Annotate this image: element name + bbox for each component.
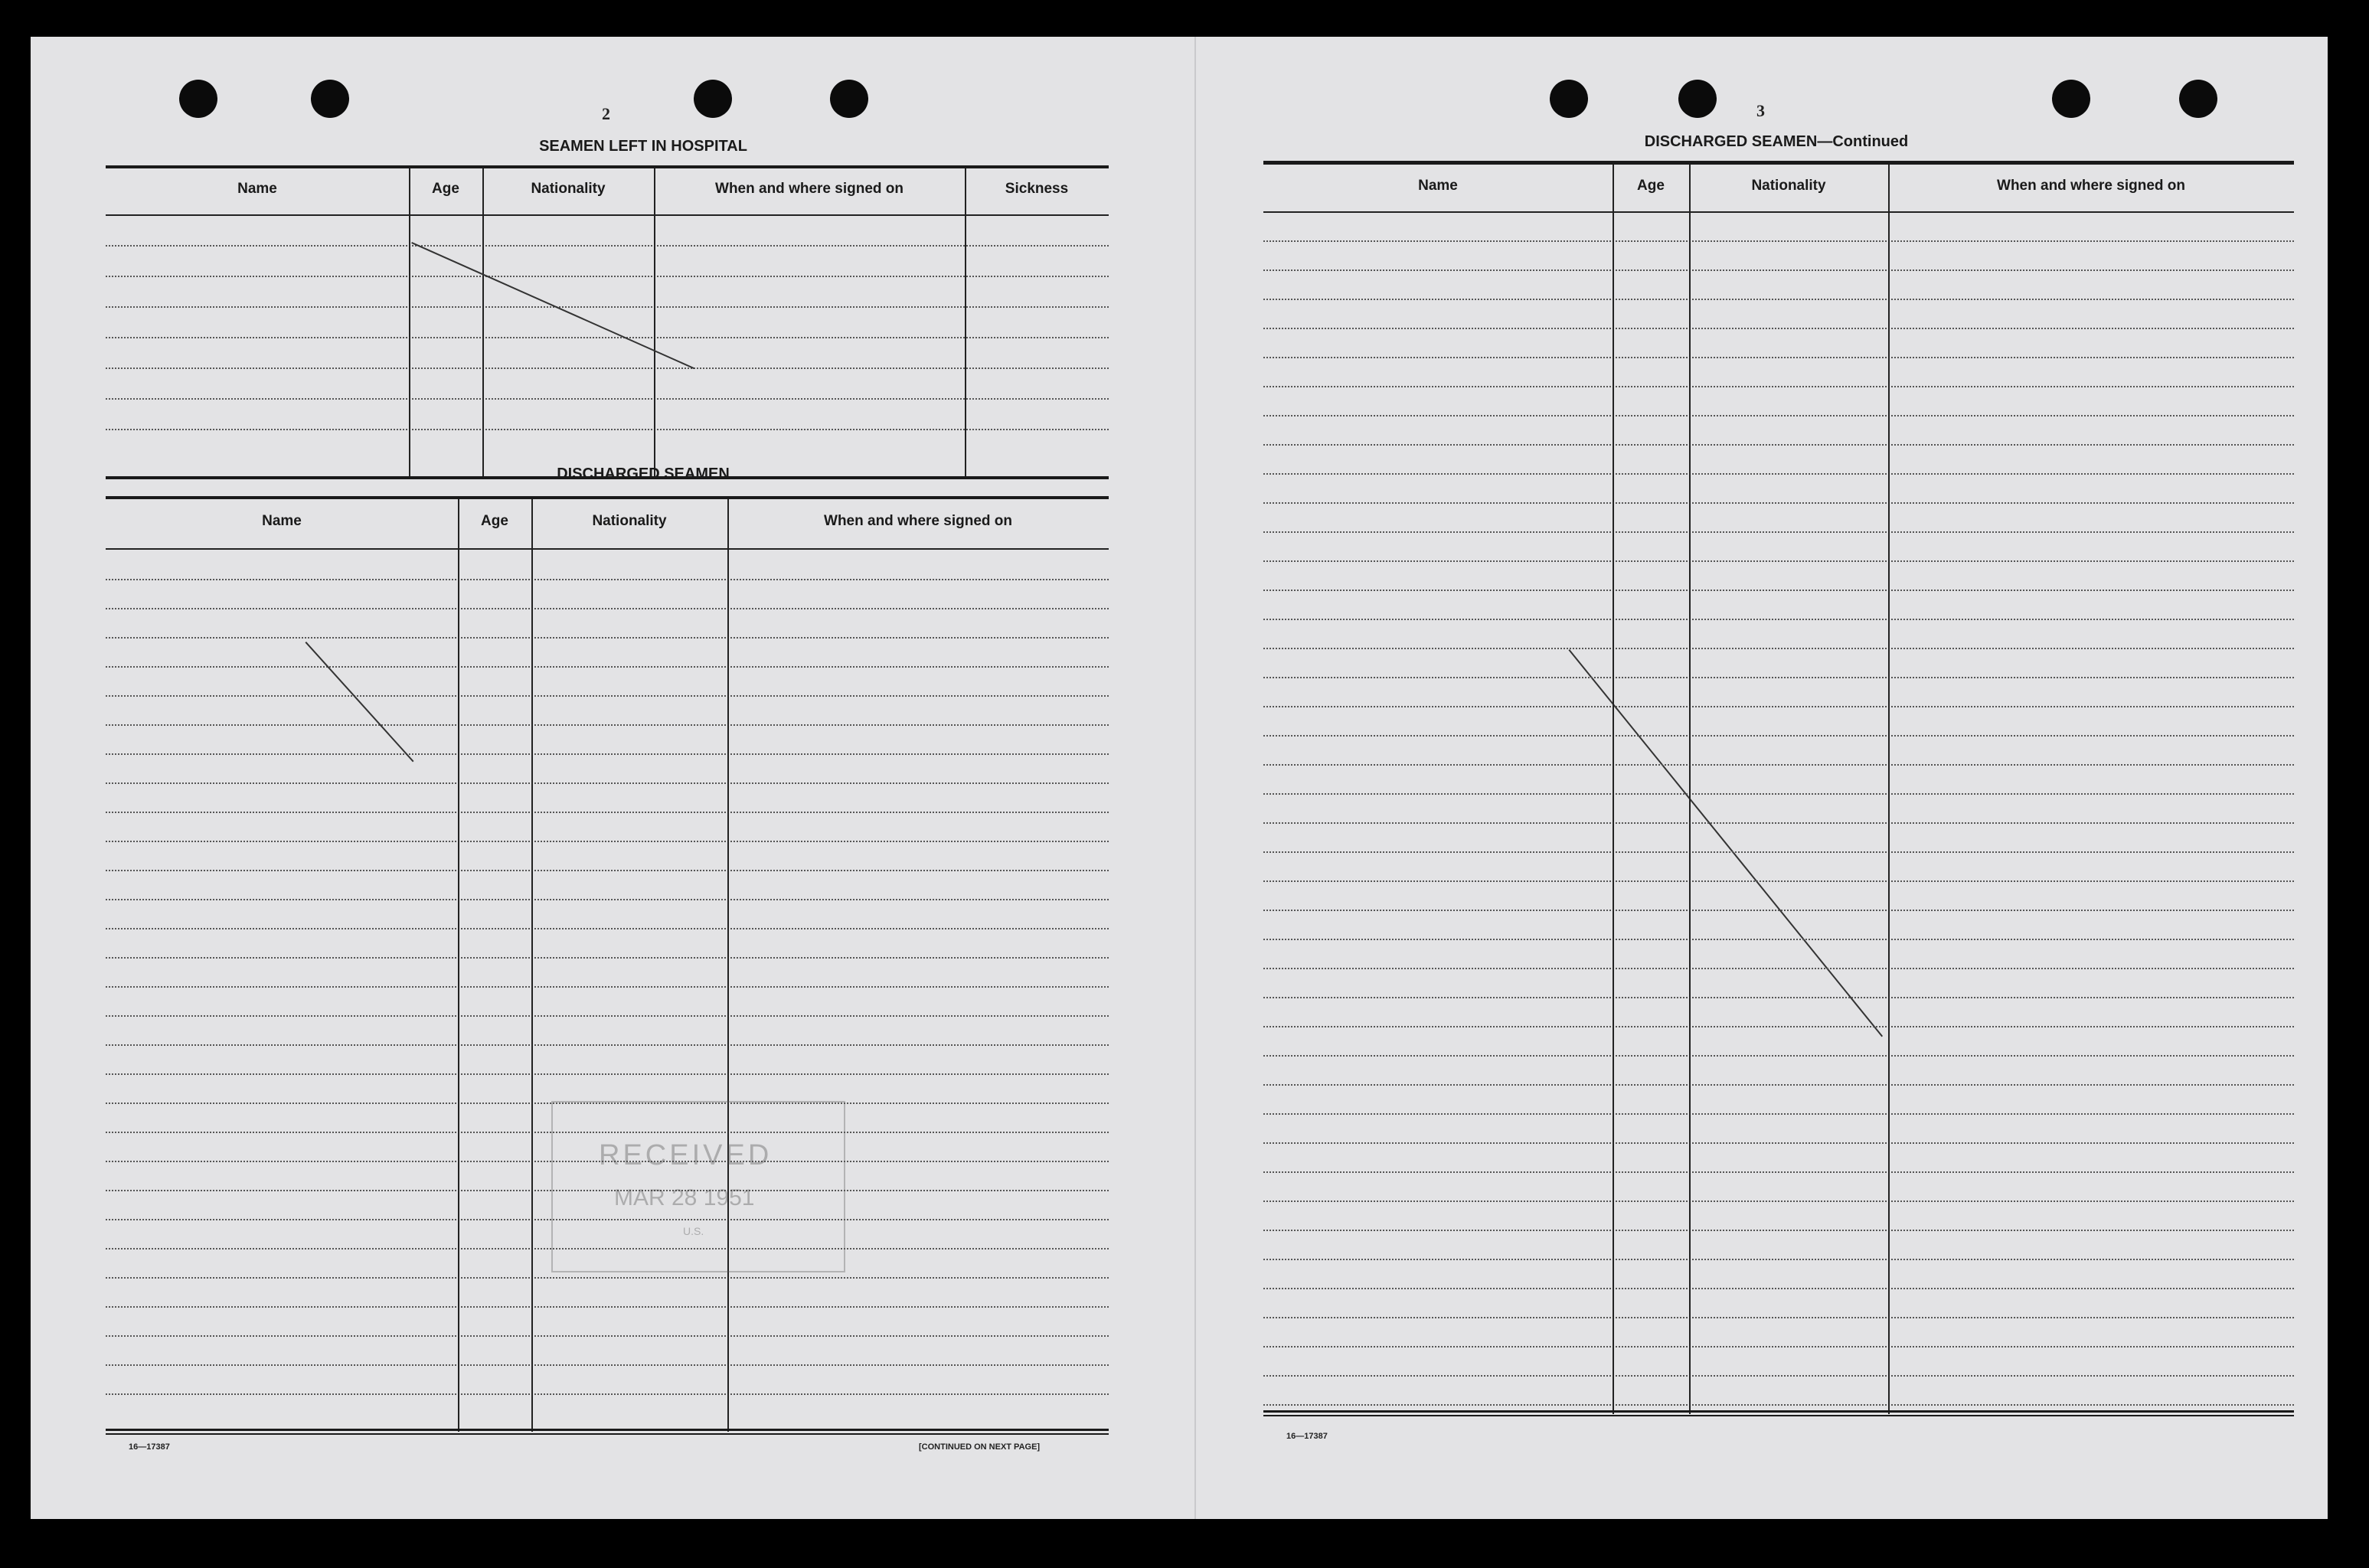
form-ruling-line — [1263, 240, 2294, 242]
form-ruling-line — [1263, 1375, 2294, 1377]
punch-hole — [1678, 80, 1717, 118]
form-ruling-line — [106, 608, 1109, 609]
discharged-col-name: Name — [262, 513, 302, 529]
stamp-date: MAR 28 1951 — [614, 1185, 755, 1210]
discharged-table-left — [106, 496, 1109, 1434]
form-ruling-line — [106, 637, 1109, 639]
form-ruling-line — [106, 1306, 1109, 1308]
form-ruling-line — [106, 957, 1109, 959]
form-ruling-line — [106, 1015, 1109, 1017]
form-ruling-line — [1263, 1317, 2294, 1318]
page-number-right: 3 — [1756, 101, 1765, 120]
continued-col-signed-on: When and where signed on — [1997, 178, 2185, 194]
form-ruling-line — [1263, 910, 2294, 911]
discharged-col-signed-on: When and where signed on — [824, 513, 1012, 529]
form-ruling-line — [1263, 880, 2294, 882]
punch-hole — [830, 80, 868, 118]
continued-col-age: Age — [1637, 178, 1665, 194]
form-ruling-line — [1263, 299, 2294, 300]
form-ruling-line — [1263, 270, 2294, 271]
form-ruling-line — [1263, 531, 2294, 533]
form-ruling-line — [1263, 1346, 2294, 1348]
discharged-section-title: DISCHARGED SEAMEN — [557, 466, 730, 482]
form-ruling-line — [1263, 1288, 2294, 1289]
discharged-continued-title-main: DISCHARGED SEAMEN — [1644, 133, 1818, 150]
form-ruling-line — [1263, 1113, 2294, 1115]
form-ruling-line — [1263, 357, 2294, 358]
continued-note: [CONTINUED ON NEXT PAGE] — [919, 1442, 1041, 1452]
stamp-agency: U.S. — [683, 1225, 704, 1237]
form-ruling-line — [1263, 968, 2294, 969]
hospital-col-name: Name — [237, 181, 277, 197]
form-ruling-line — [1263, 1171, 2294, 1173]
page-number-left: 2 — [602, 104, 610, 123]
punch-hole — [1550, 80, 1588, 118]
continued-col-nationality: Nationality — [1751, 178, 1826, 194]
form-ruling-line — [106, 1073, 1109, 1075]
form-ruling-line — [1263, 386, 2294, 387]
received-stamp — [551, 1101, 845, 1272]
form-ruling-line — [106, 928, 1109, 929]
continued-col-name: Name — [1418, 178, 1458, 194]
punch-hole — [694, 80, 732, 118]
form-ruling-line — [106, 579, 1109, 580]
form-ruling-line — [1263, 822, 2294, 824]
form-ruling-line — [106, 1393, 1109, 1395]
form-ruling-line — [1263, 473, 2294, 475]
hospital-col-sickness: Sickness — [1005, 181, 1069, 197]
form-ruling-line — [106, 1364, 1109, 1366]
hospital-col-signed-on: When and where signed on — [715, 181, 903, 197]
page-fold — [1194, 37, 1196, 1519]
stamp-received-text: RECEIVED — [599, 1139, 773, 1171]
form-ruling-line — [1263, 502, 2294, 504]
form-ruling-line — [1263, 1084, 2294, 1086]
form-ruling-line — [1263, 1404, 2294, 1406]
form-ruling-line — [1263, 590, 2294, 591]
form-ruling-line — [1263, 1142, 2294, 1144]
form-ruling-line — [106, 870, 1109, 871]
form-ruling-line — [1263, 1055, 2294, 1057]
discharged-col-age: Age — [481, 513, 508, 529]
form-ruling-line — [106, 1277, 1109, 1279]
form-ruling-line — [1263, 1200, 2294, 1202]
form-ruling-line — [1263, 764, 2294, 766]
form-number-left: 16—17387 — [129, 1442, 170, 1452]
document-sheet — [31, 37, 2328, 1519]
form-ruling-line — [1263, 648, 2294, 649]
form-ruling-line — [106, 753, 1109, 755]
form-ruling-line — [106, 695, 1109, 697]
form-ruling-line — [1263, 1259, 2294, 1260]
form-ruling-line — [106, 1044, 1109, 1046]
form-ruling-line — [106, 841, 1109, 842]
form-ruling-line — [1263, 997, 2294, 998]
form-ruling-line — [1263, 1230, 2294, 1231]
discharged-col-nationality: Nationality — [592, 513, 667, 529]
form-ruling-line — [1263, 619, 2294, 620]
form-ruling-line — [106, 812, 1109, 813]
hospital-section-title: SEAMEN LEFT IN HOSPITAL — [539, 138, 747, 155]
form-ruling-line — [1263, 444, 2294, 446]
form-ruling-line — [106, 1335, 1109, 1337]
discharged-continued-title-suffix: —Continued — [1817, 133, 1909, 150]
form-ruling-line — [1263, 1026, 2294, 1027]
hospital-table — [106, 165, 1109, 479]
form-ruling-line — [106, 782, 1109, 784]
form-number-right: 16—17387 — [1286, 1432, 1328, 1441]
punch-hole — [179, 80, 217, 118]
discharged-table-right — [1263, 161, 2294, 1416]
form-ruling-line — [1263, 851, 2294, 853]
form-ruling-line — [106, 666, 1109, 668]
discharged-continued-title — [1547, 133, 2006, 151]
hospital-col-nationality: Nationality — [531, 181, 606, 197]
form-ruling-line — [106, 724, 1109, 726]
punch-hole — [2179, 80, 2217, 118]
form-ruling-line — [106, 986, 1109, 988]
hospital-col-age: Age — [432, 181, 459, 197]
form-ruling-line — [1263, 560, 2294, 562]
form-ruling-line — [1263, 328, 2294, 329]
form-ruling-line — [1263, 415, 2294, 416]
punch-hole — [311, 80, 349, 118]
form-ruling-line — [106, 899, 1109, 900]
form-ruling-line — [1263, 706, 2294, 707]
form-ruling-line — [1263, 677, 2294, 678]
form-ruling-line — [1263, 939, 2294, 940]
form-ruling-line — [1263, 735, 2294, 737]
form-ruling-line — [1263, 793, 2294, 795]
punch-hole — [2052, 80, 2090, 118]
